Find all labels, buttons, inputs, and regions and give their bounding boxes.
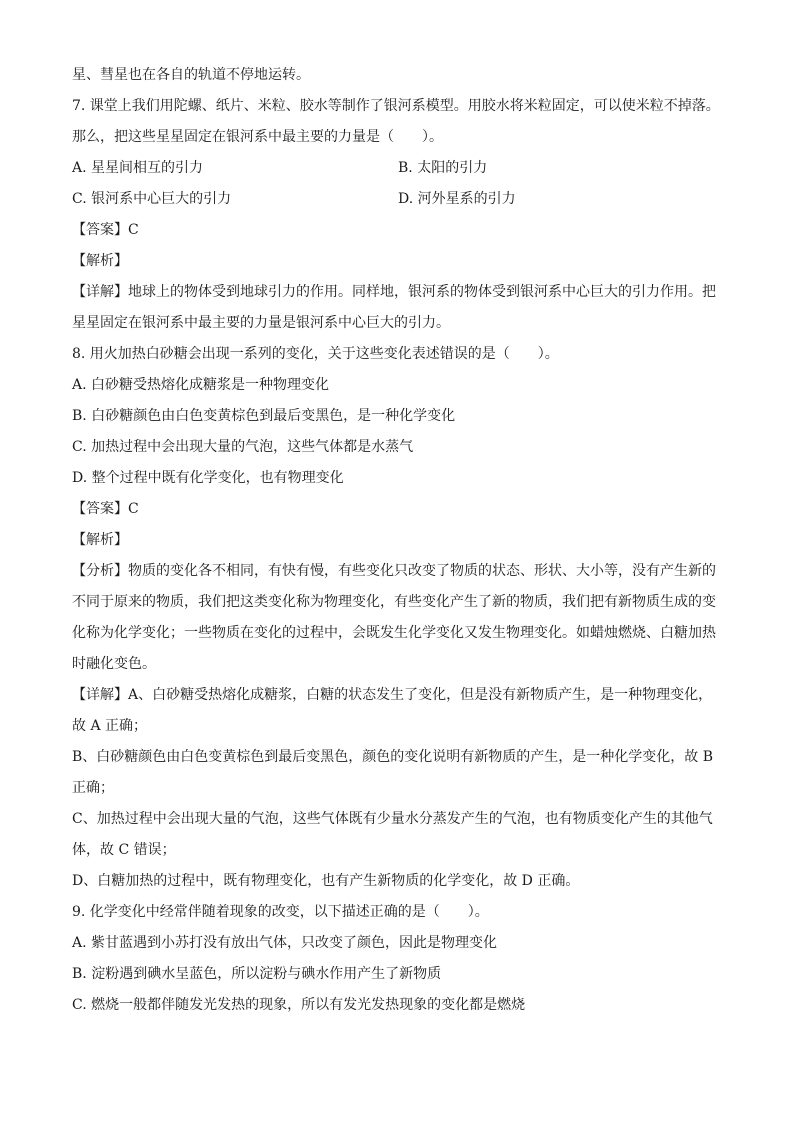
fenxi-text: 【分析】物质的变化各不相同，有快有慢，有些变化只改变了物质的状态、形状、大小等，没有产生新的 bbox=[72, 563, 716, 579]
detail-text: 【详解】A、白砂糖受热熔化成糖浆，白糖的状态发生了变化，但是没有新物质产生，是一种物理变化， bbox=[72, 687, 713, 703]
question-7-options-row-1 bbox=[72, 156, 722, 187]
detail-text: C、加热过程中会出现大量的气泡，这些气体既有少量水分蒸发产生的气泡，也有物质变化产生的其他气 bbox=[72, 811, 713, 827]
fenxi-text-cont: 不同于原来的物质，我们把这类变化称为物理变化，有些变化产生了新的物质，我们把有新物质生成的变 bbox=[72, 594, 716, 610]
detail-text: D、白糖加热的过程中，既有物理变化，也有产生新物质的化学变化，故 D 正确。 bbox=[72, 873, 580, 889]
option-c: C. 燃烧一般都伴随发光发热的现象，所以有发光发热现象的变化都是燃烧 bbox=[72, 997, 526, 1013]
question-7-options-row-2 bbox=[72, 187, 722, 218]
question-8-stem: 8. 用火加热白砂糖会出现一系列的变化，关于这些变化表述错误的是（ ）。 bbox=[72, 346, 559, 362]
question-9-stem: 9. 化学变化中经常伴随着现象的改变，以下描述正确的是（ ）。 bbox=[72, 904, 489, 920]
option-c: C. 加热过程中会出现大量的气泡，这些气体都是水蒸气 bbox=[72, 439, 414, 455]
detail-text-cont: 体，故 C 错误； bbox=[72, 842, 176, 858]
detail-text-cont: 正确； bbox=[72, 780, 114, 796]
text-line: 星、彗星也在各自的轨道不停地运转。 bbox=[72, 67, 310, 83]
question-7-stem: 7. 课堂上我们用陀螺、纸片、米粒、胶水等制作了银河系模型。用胶水将米粒固定，可以使米粒不掉落。 bbox=[72, 98, 720, 114]
answer-label: 【答案】C bbox=[72, 501, 139, 517]
option-b: B. 淀粉遇到碘水呈蓝色，所以淀粉与碘水作用产生了新物质 bbox=[72, 966, 442, 982]
option-d: D. 河外星系的引力 bbox=[398, 191, 516, 207]
detail-text-cont: 星星固定在银河系中最主要的力量是银河系中心巨大的引力。 bbox=[72, 315, 450, 331]
detail-text-cont: 故 A 正确； bbox=[72, 718, 148, 734]
option-c: C. 银河系中心巨大的引力 bbox=[72, 191, 232, 207]
document-page bbox=[72, 63, 722, 1024]
detail-text: 【详解】地球上的物体受到地球引力的作用。同样地，银河系的物体受到银河系中心巨大的引力作用。把 bbox=[72, 284, 716, 300]
fenxi-text-cont: 时融化变色。 bbox=[72, 656, 156, 672]
fenxi-text-cont: 化称为化学变化；一些物质在变化的过程中，会既发生化学变化又发生物理变化。如蜡烛燃烧、白糖加热 bbox=[72, 625, 716, 641]
option-a: A. 白砂糖受热熔化成糖浆是一种物理变化 bbox=[72, 377, 330, 393]
analysis-label: 【解析】 bbox=[72, 253, 128, 269]
option-d: D. 整个过程中既有化学变化，也有物理变化 bbox=[72, 470, 344, 486]
option-b: B. 太阳的引力 bbox=[398, 160, 488, 176]
question-7-stem-cont: 那么，把这些星星固定在银河系中最主要的力量是（ ）。 bbox=[72, 129, 443, 145]
analysis-label: 【解析】 bbox=[72, 532, 128, 548]
answer-label: 【答案】C bbox=[72, 222, 139, 238]
detail-text: B、白砂糖颜色由白色变黄棕色到最后变黑色，颜色的变化说明有新物质的产生，是一种化学变化，故 B bbox=[72, 749, 714, 765]
option-b: B. 白砂糖颜色由白色变黄棕色到最后变黑色，是一种化学变化 bbox=[72, 408, 456, 424]
option-a: A. 紫甘蓝遇到小苏打没有放出气体，只改变了颜色，因此是物理变化 bbox=[72, 935, 498, 951]
option-a: A. 星星间相互的引力 bbox=[72, 160, 204, 176]
